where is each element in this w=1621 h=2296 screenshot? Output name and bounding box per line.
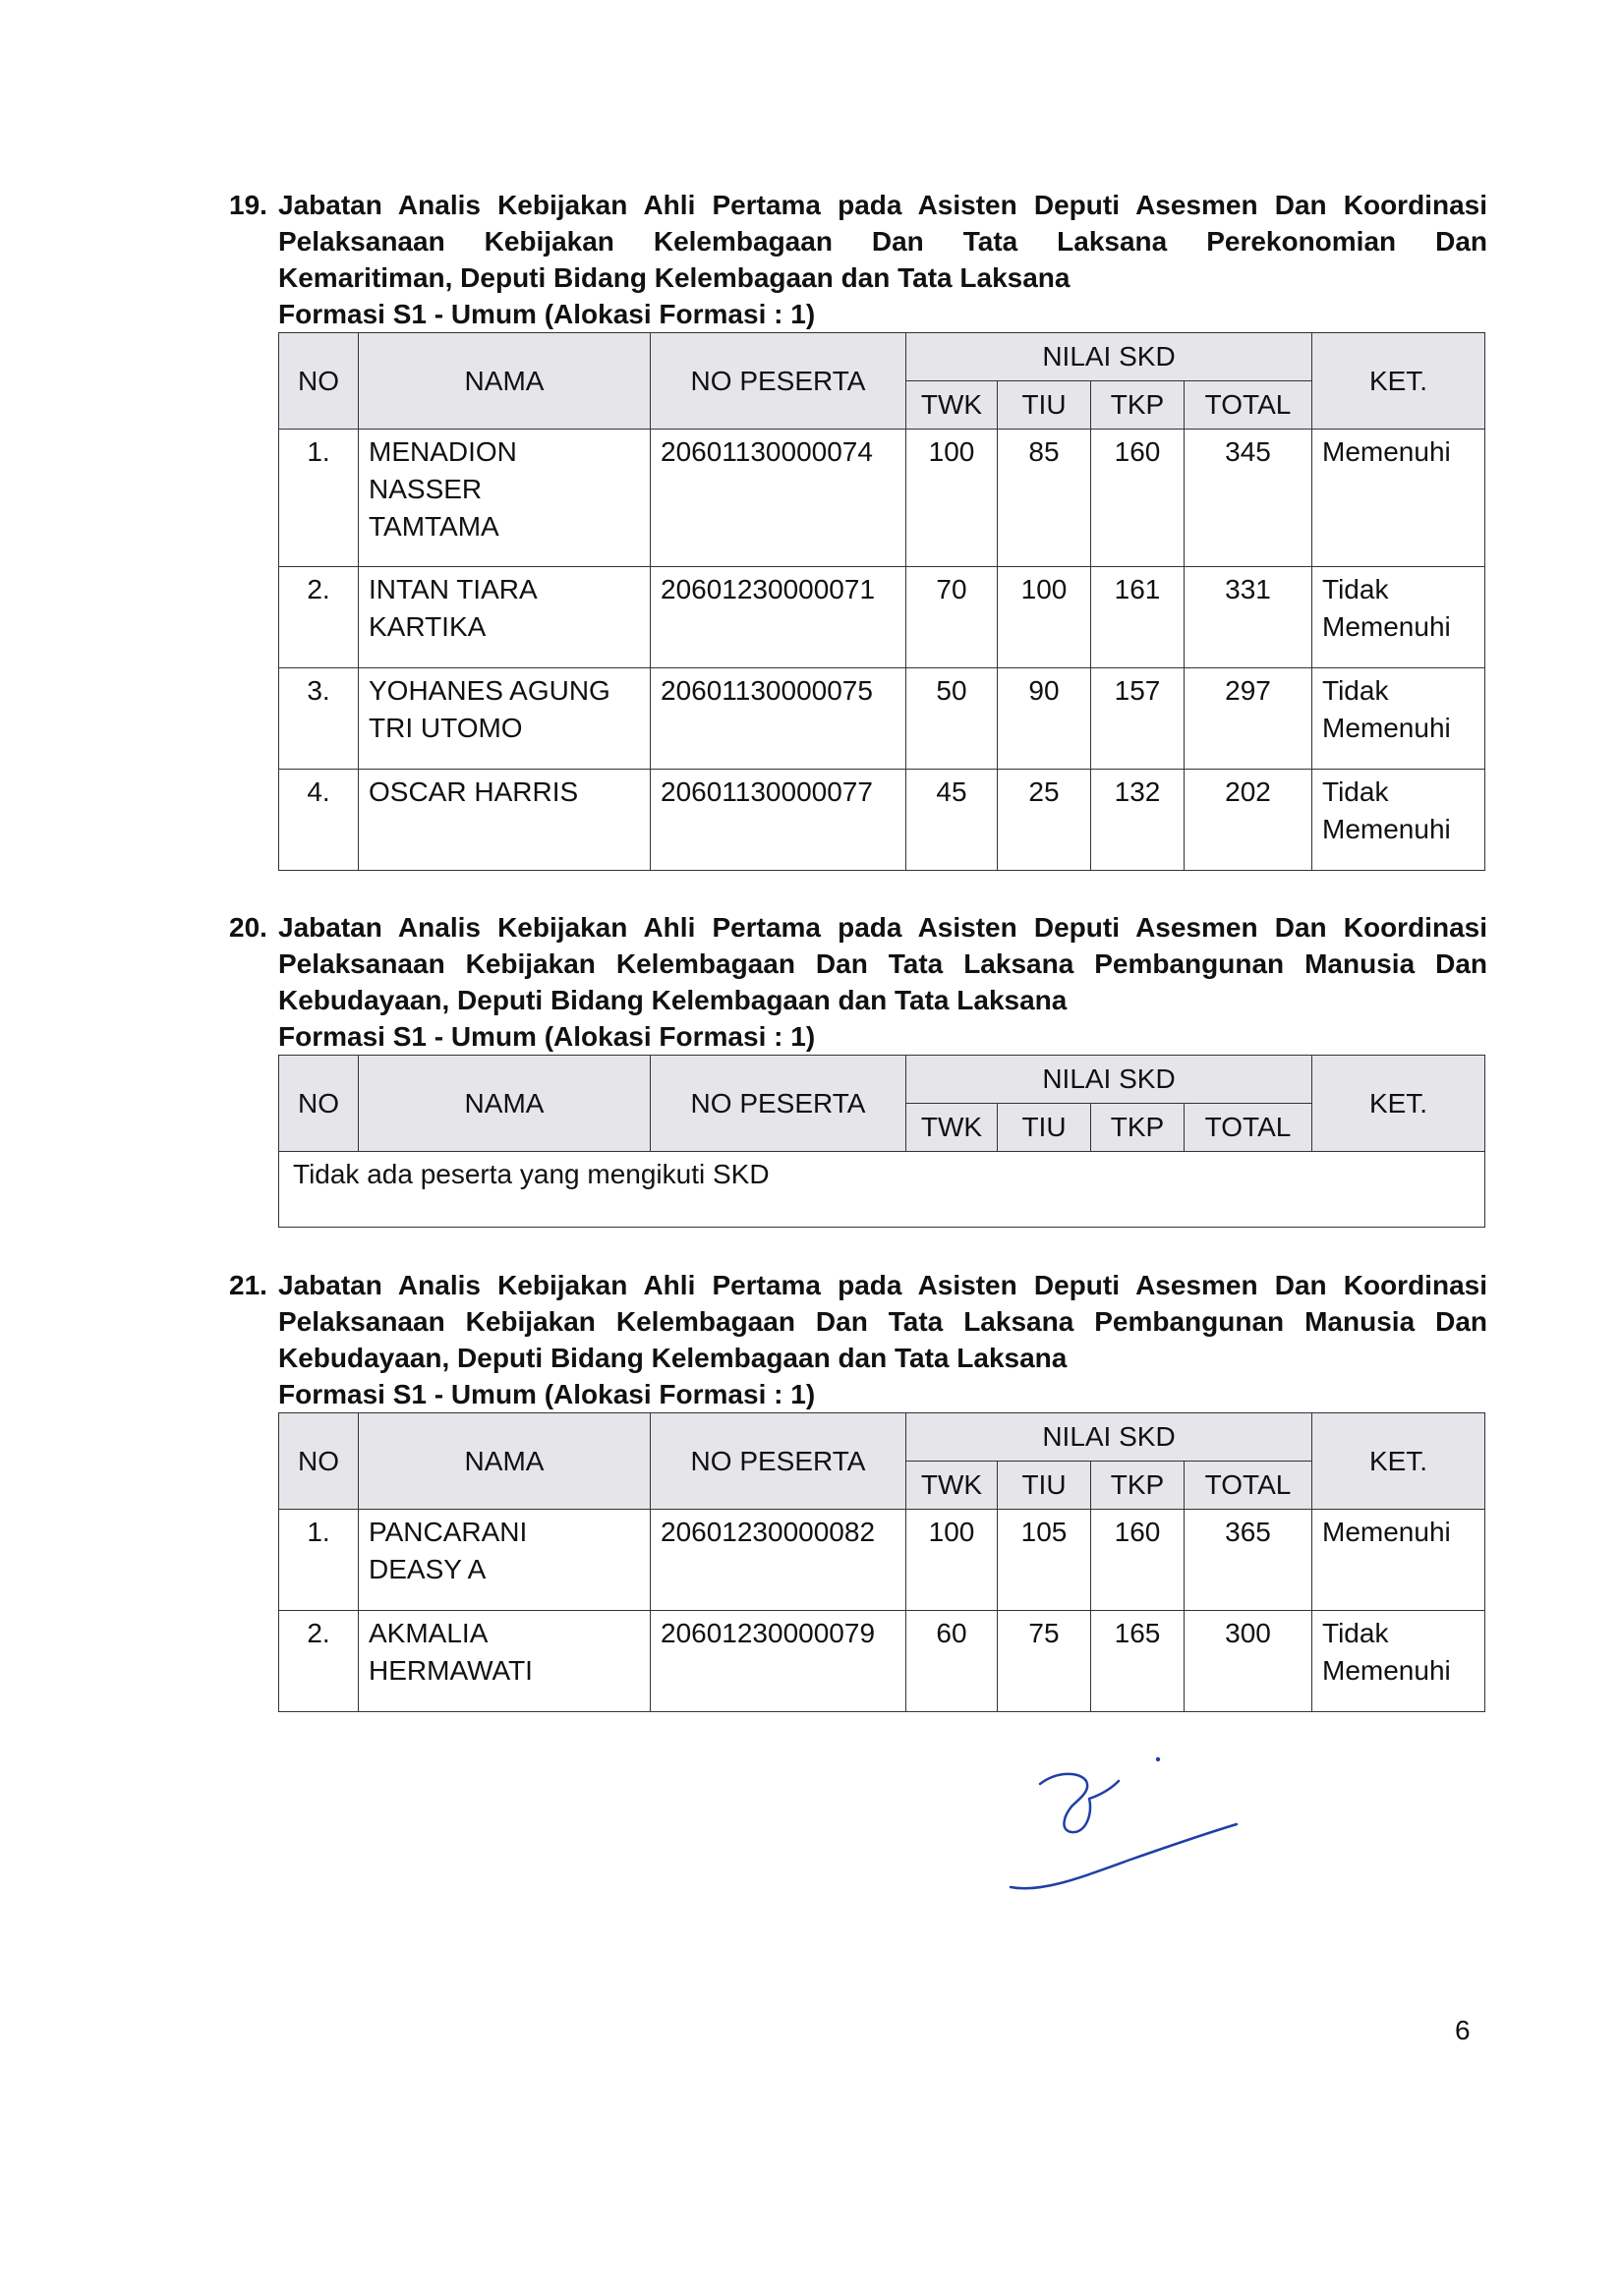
heading-line: Pelaksanaan Kebijakan Kelembagaan Dan Tata Laksana Pembangunan Manusia Dan (278, 1306, 1487, 1337)
header-total: TOTAL (1185, 1104, 1312, 1152)
header-nama: NAMA (359, 333, 651, 430)
cell-ket (1312, 567, 1485, 668)
table-row (279, 770, 1485, 871)
heading-line: Pelaksanaan Kebijakan Kelembagaan Dan Tata Laksana Pembangunan Manusia Dan (278, 948, 1487, 979)
cell-tiu: 100 (998, 567, 1091, 668)
ket-line: Tidak (1322, 574, 1389, 604)
cell-tkp: 157 (1091, 668, 1185, 770)
cell-nama (359, 1510, 651, 1611)
heading-line: Pelaksanaan Kebijakan Kelembagaan Dan Tata Laksana Perekonomian Dan (278, 226, 1487, 257)
header-ket: KET. (1312, 1413, 1485, 1510)
cell-no: 1. (279, 430, 359, 567)
header-ket: KET. (1312, 1056, 1485, 1152)
header-nilai: NILAI SKD (906, 333, 1312, 381)
results-table (278, 332, 1485, 871)
cell-tkp: 132 (1091, 770, 1185, 871)
header-ket: KET. (1312, 333, 1485, 430)
nama-line: PANCARANI (369, 1517, 528, 1547)
table-row (279, 1611, 1485, 1712)
cell-tiu: 85 (998, 430, 1091, 567)
nama-line: AKMALIA (369, 1618, 489, 1648)
header-no: NO (279, 1413, 359, 1510)
nama-line: MENADION (369, 436, 517, 467)
section-heading (229, 187, 1487, 296)
table-row (279, 1152, 1485, 1228)
header-twk: TWK (906, 1462, 998, 1510)
section-number: 20. (229, 912, 267, 943)
cell-peserta: 20601130000074 (651, 430, 906, 567)
header-nilai: NILAI SKD (906, 1413, 1312, 1462)
results-table (278, 1055, 1485, 1228)
heading-line: Jabatan Analis Kebijakan Ahli Pertama pada Asisten Deputi Asesmen Dan Koordinasi (278, 190, 1487, 220)
cell-tiu: 25 (998, 770, 1091, 871)
formasi-label: Formasi S1 - Umum (Alokasi Formasi : 1) (278, 1379, 816, 1409)
section-heading (229, 909, 1487, 1018)
empty-row-text: Tidak ada peserta yang mengikuti SKD (279, 1152, 1485, 1228)
formasi-label: Formasi S1 - Umum (Alokasi Formasi : 1) (278, 299, 816, 329)
nama-line: HERMAWATI (369, 1655, 533, 1686)
ket-line: Memenuhi (1322, 611, 1451, 642)
cell-tiu: 90 (998, 668, 1091, 770)
cell-twk: 70 (906, 567, 998, 668)
cell-ket (1312, 668, 1485, 770)
header-tkp: TKP (1091, 1462, 1185, 1510)
header-tiu: TIU (998, 381, 1091, 430)
table-row (279, 1510, 1485, 1611)
header-twk: TWK (906, 1104, 998, 1152)
header-twk: TWK (906, 381, 998, 430)
cell-ket (1312, 1510, 1485, 1611)
cell-twk: 60 (906, 1611, 998, 1712)
header-no: NO (279, 1056, 359, 1152)
nama-line: NASSER (369, 474, 483, 504)
nama-line: INTAN TIARA (369, 574, 538, 604)
ket-line: Memenuhi (1322, 1655, 1451, 1686)
nama-line: DEASY A (369, 1554, 487, 1584)
table-row (279, 567, 1485, 668)
header-tiu: TIU (998, 1104, 1091, 1152)
cell-tkp: 160 (1091, 1510, 1185, 1611)
cell-no: 2. (279, 567, 359, 668)
heading-line: Jabatan Analis Kebijakan Ahli Pertama pada Asisten Deputi Asesmen Dan Koordinasi (278, 1270, 1487, 1300)
section-20 (229, 909, 1487, 1228)
cell-no: 1. (279, 1510, 359, 1611)
table-row (279, 430, 1485, 567)
header-nama: NAMA (359, 1413, 651, 1510)
cell-peserta: 20601230000079 (651, 1611, 906, 1712)
nama-line: TAMTAMA (369, 511, 499, 542)
cell-ket (1312, 430, 1485, 567)
nama-line: KARTIKA (369, 611, 487, 642)
cell-no: 2. (279, 1611, 359, 1712)
cell-nama (359, 1611, 651, 1712)
cell-total: 297 (1185, 668, 1312, 770)
header-tkp: TKP (1091, 1104, 1185, 1152)
cell-total: 331 (1185, 567, 1312, 668)
section-21 (229, 1267, 1487, 1712)
cell-peserta: 20601130000077 (651, 770, 906, 871)
ket-line: Memenuhi (1322, 814, 1451, 844)
cell-twk: 50 (906, 668, 998, 770)
ket-line: Tidak (1322, 675, 1389, 706)
heading-line: Kebudayaan, Deputi Bidang Kelembagaan dan Tata Laksana (278, 985, 1068, 1015)
cell-peserta: 20601230000071 (651, 567, 906, 668)
cell-peserta: 20601130000075 (651, 668, 906, 770)
heading-line: Kemaritiman, Deputi Bidang Kelembagaan dan Tata Laksana (278, 262, 1071, 293)
cell-tkp: 160 (1091, 430, 1185, 567)
header-peserta: NO PESERTA (651, 1413, 906, 1510)
header-tiu: TIU (998, 1462, 1091, 1510)
header-total: TOTAL (1185, 381, 1312, 430)
cell-nama (359, 770, 651, 871)
nama-line: OSCAR HARRIS (369, 776, 579, 807)
header-nama: NAMA (359, 1056, 651, 1152)
heading-line: Jabatan Analis Kebijakan Ahli Pertama pada Asisten Deputi Asesmen Dan Koordinasi (278, 912, 1487, 943)
header-tkp: TKP (1091, 381, 1185, 430)
cell-total: 202 (1185, 770, 1312, 871)
cell-nama (359, 430, 651, 567)
table-row (279, 668, 1485, 770)
header-peserta: NO PESERTA (651, 1056, 906, 1152)
ket-line: Memenuhi (1322, 713, 1451, 743)
section-19 (229, 187, 1487, 871)
cell-twk: 100 (906, 1510, 998, 1611)
cell-peserta: 20601230000082 (651, 1510, 906, 1611)
section-number: 19. (229, 190, 267, 220)
cell-tkp: 161 (1091, 567, 1185, 668)
page-number: 6 (1455, 2015, 1471, 2045)
section-heading (229, 1267, 1487, 1376)
cell-ket (1312, 1611, 1485, 1712)
cell-no: 3. (279, 668, 359, 770)
heading-line: Kebudayaan, Deputi Bidang Kelembagaan dan Tata Laksana (278, 1343, 1068, 1373)
section-number: 21. (229, 1270, 267, 1300)
ket-line: Tidak (1322, 776, 1389, 807)
cell-nama (359, 567, 651, 668)
cell-ket (1312, 770, 1485, 871)
cell-tkp: 165 (1091, 1611, 1185, 1712)
cell-tiu: 105 (998, 1510, 1091, 1611)
nama-line: YOHANES AGUNG (369, 675, 610, 706)
cell-no: 4. (279, 770, 359, 871)
header-total: TOTAL (1185, 1462, 1312, 1510)
cell-total: 300 (1185, 1611, 1312, 1712)
cell-nama (359, 668, 651, 770)
header-no: NO (279, 333, 359, 430)
cell-total: 365 (1185, 1510, 1312, 1611)
ket-line: Tidak (1322, 1618, 1389, 1648)
ket-line: Memenuhi (1322, 1517, 1451, 1547)
cell-tiu: 75 (998, 1611, 1091, 1712)
formasi-label: Formasi S1 - Umum (Alokasi Formasi : 1) (278, 1021, 816, 1052)
header-peserta: NO PESERTA (651, 333, 906, 430)
signature-mark (1003, 1750, 1258, 1912)
ket-line: Memenuhi (1322, 436, 1451, 467)
cell-twk: 45 (906, 770, 998, 871)
nama-line: TRI UTOMO (369, 713, 523, 743)
results-table (278, 1412, 1485, 1712)
header-nilai: NILAI SKD (906, 1056, 1312, 1104)
cell-total: 345 (1185, 430, 1312, 567)
cell-twk: 100 (906, 430, 998, 567)
